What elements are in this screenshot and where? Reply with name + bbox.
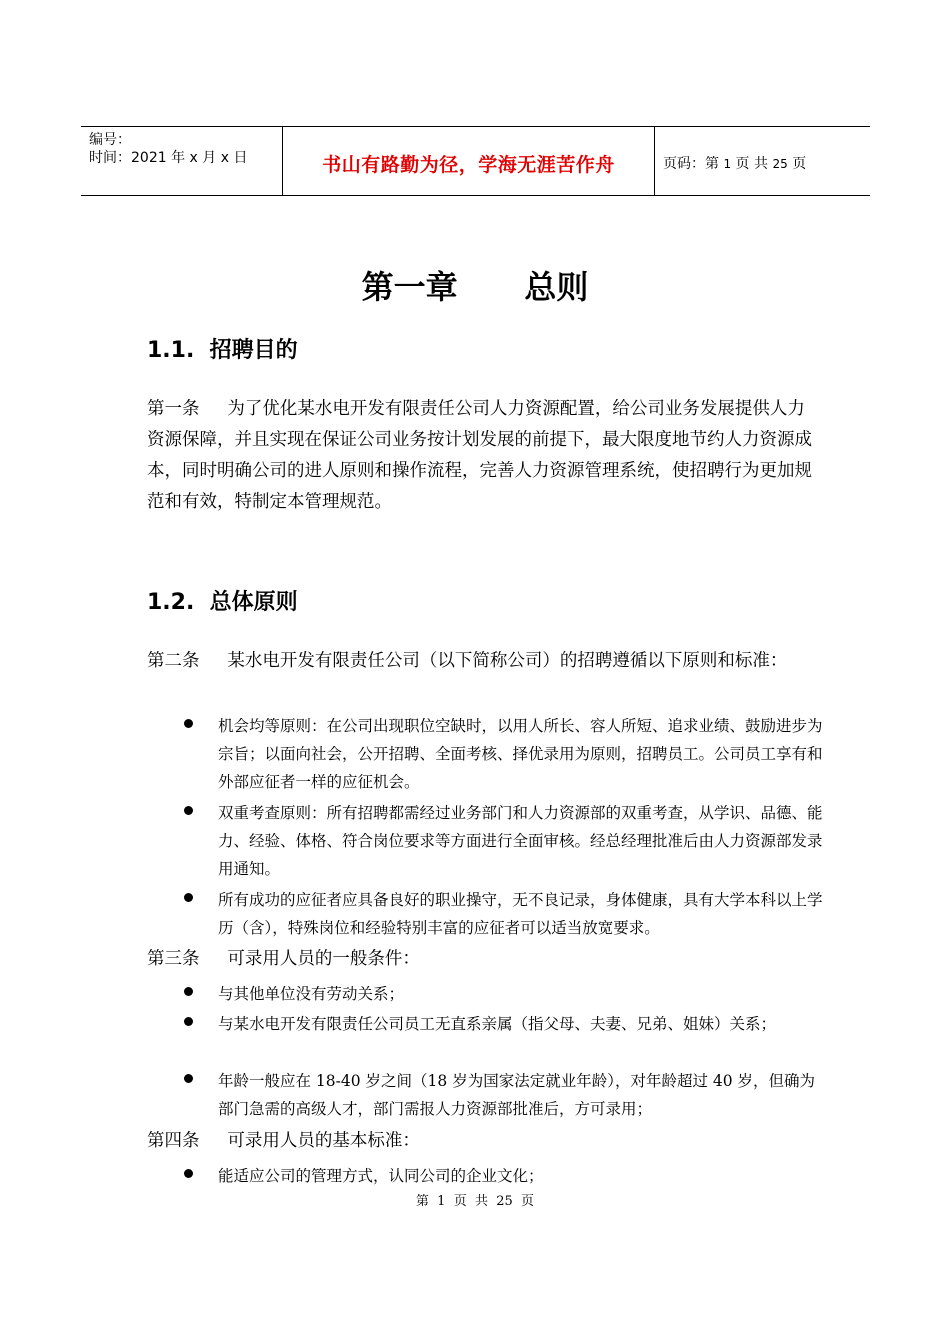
article-text: 可录用人员的基本标准： bbox=[227, 1131, 420, 1151]
list-item-text: 与某水电开发有限责任公司员工无直系亲属（指父母、夫妻、兄弟、姐妹）关系； bbox=[218, 1015, 777, 1033]
article-1 bbox=[147, 394, 817, 518]
bullet-icon bbox=[184, 893, 193, 902]
list-item-text: 双重考查原则：所有招聘都需经过业务部门和人力资源部的双重考查，从学识、品德、能力、经验、体格、符合岗位要求等方面进行全面审核。经总经理批准后由人力资源部发录用通知。 bbox=[218, 804, 823, 878]
list-item bbox=[184, 799, 824, 883]
bullet-icon bbox=[184, 987, 193, 996]
list-item bbox=[184, 980, 824, 1008]
chapter-title: 第一章 总则 bbox=[361, 268, 589, 306]
list-item bbox=[184, 886, 824, 942]
bullet-icon bbox=[184, 1074, 193, 1083]
article-label: 第二条 bbox=[147, 651, 228, 671]
list-item bbox=[184, 1067, 824, 1123]
list-item-text: 能适应公司的管理方式，认同公司的企业文化； bbox=[218, 1167, 544, 1185]
article-label: 第三条 bbox=[147, 949, 228, 969]
header-page-cell bbox=[655, 127, 870, 195]
article-text: 可录用人员的一般条件： bbox=[227, 949, 420, 969]
bullet-icon bbox=[184, 806, 193, 815]
page-footer: 第 1 页 共 25 页 bbox=[415, 1194, 535, 1209]
bullet-icon bbox=[184, 1169, 193, 1178]
motto-text: 书山有路勤为径，学海无涯苦作舟 bbox=[322, 154, 615, 176]
section-heading-1-2: 1.2. 总体原则 bbox=[147, 590, 298, 615]
article-4 bbox=[147, 1126, 817, 1157]
article-text: 为了优化某水电开发有限责任公司人力资源配置，给公司业务发展提供人力资源保障，并且实现在保证公司业务按计划发展的前提下，最大限度地节约人力资源成本，同时明确公司的进人原则和操作流程，完善人力资源管理系统，使招聘行为更加规范和有效，特制定本管理规范。 bbox=[147, 399, 812, 512]
list-item-text: 与其他单位没有劳动关系； bbox=[218, 985, 405, 1003]
document-header-table bbox=[81, 126, 870, 196]
article-label: 第一条 bbox=[147, 399, 228, 419]
list-item-text: 机会均等原则：在公司出现职位空缺时，以用人所长、容人所短、追求业绩、鼓励进步为宗旨；以面向社会，公开招聘、全面考核、择优录用为原则，招聘员工。公司员工享有和外部应征者一样的应征机会。 bbox=[218, 717, 823, 791]
time-label: 时间：2021 年 x 月 x 日 bbox=[89, 150, 248, 166]
list-item bbox=[184, 712, 824, 796]
list-item-text: 所有成功的应征者应具备良好的职业操守，无不良记录，身体健康，具有大学本科以上学历（含），特殊岗位和经验特别丰富的应征者可以适当放宽要求。 bbox=[218, 891, 823, 937]
bullet-icon bbox=[184, 1017, 193, 1026]
list-item bbox=[184, 1010, 824, 1038]
header-info-cell bbox=[81, 127, 283, 195]
header-page-number: 页码：第 1 页 共 25 页 bbox=[663, 156, 807, 172]
section-heading-1-1: 1.1. 招聘目的 bbox=[147, 338, 298, 363]
article-text: 某水电开发有限责任公司（以下简称公司）的招聘遵循以下原则和标准： bbox=[227, 651, 788, 671]
list-item-text: 年龄一般应在 18-40 岁之间（18 岁为国家法定就业年龄），对年龄超过 40 岁，但确为部门急需的高级人才，部门需报人力资源部批准后，方可录用； bbox=[218, 1072, 816, 1118]
number-label: 编号： bbox=[89, 132, 131, 148]
list-item bbox=[184, 1162, 824, 1190]
header-motto-cell bbox=[283, 127, 655, 195]
article-3 bbox=[147, 944, 817, 975]
bullet-icon bbox=[184, 719, 193, 728]
article-label: 第四条 bbox=[147, 1131, 228, 1151]
article-2 bbox=[147, 646, 817, 677]
